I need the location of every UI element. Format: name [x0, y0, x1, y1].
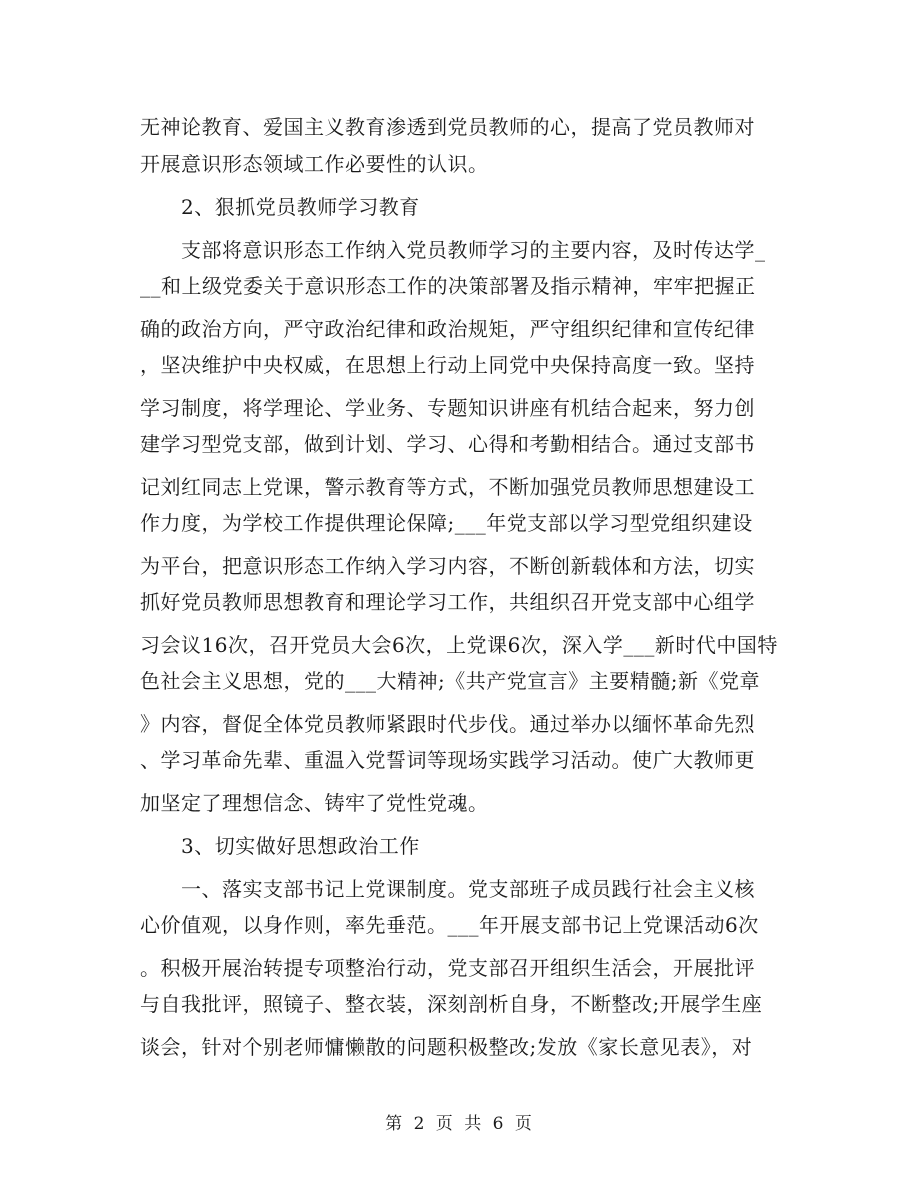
text-line: 记刘红同志上党课，警示教育等方式，不断加强党员教师思想建设工 — [140, 475, 755, 499]
section-heading: 3、切实做好思想政治工作 — [140, 834, 420, 858]
text-line: 习会议16次，召开党员大会6次，上党课6次，深入学___新时代中国特 — [140, 633, 778, 657]
text-line: 抓好党员教师思想教育和理论学习工作，共组织召开党支部中心组学 — [140, 590, 755, 614]
section-heading: 2、狠抓党员教师学习教育 — [140, 195, 420, 219]
text-line: __和上级党委关于意识形态工作的决策部署及指示精神，牢牢把握正 — [140, 274, 756, 298]
text-line: 学习制度，将学理论、学业务、专题知识讲座有机结合起来，努力创 — [140, 396, 755, 420]
text-line: 一、落实支部书记上党课制度。党支部班子成员践行社会主义核 — [140, 877, 755, 901]
text-line: 支部将意识形态工作纳入党员教师学习的主要内容，及时传达学_ — [140, 238, 766, 262]
text-line: 心价值观，以身作则，率先垂范。___年开展支部书记上党课活动6次 — [140, 913, 759, 937]
text-line: 。积极开展治转提专项整治行动，党支部召开组织生活会，开展批评 — [140, 956, 755, 980]
text-line: 建学习型党支部，做到计划、学习、心得和考勤相结合。通过支部书 — [140, 432, 755, 456]
page-number-footer: 第 2 页 共 6 页 — [385, 1114, 535, 1134]
text-line: 与自我批评，照镜子、整衣装，深刻剖析自身，不断整改;开展学生座 — [140, 992, 763, 1016]
text-line: 开展意识形态领域工作必要性的认识。 — [140, 152, 489, 176]
text-line: 色社会主义思想，党的___大精神;《共产党宣言》主要精髓;新《党章 — [140, 669, 760, 693]
text-line: ，坚决维护中央权威，在思想上行动上同党中央保持高度一致。坚持 — [140, 353, 755, 377]
text-line: 加坚定了理想信念、铸牢了党性党魂。 — [140, 791, 489, 815]
text-line: 为平台，把意识形态工作纳入学习内容，不断创新载体和方法，切实 — [140, 554, 755, 578]
text-line: 》内容，督促全体党员教师紧跟时代步伐。通过举办以缅怀革命先烈 — [140, 712, 755, 736]
text-line: 作力度，为学校工作提供理论保障;___年党支部以学习型党组织建设 — [140, 511, 753, 535]
text-line: 确的政治方向，严守政治纪律和政治规矩，严守组织纪律和宣传纪律 — [140, 317, 755, 341]
text-line: 、学习革命先辈、重温入党誓词等现场实践学习活动。使广大教师更 — [140, 748, 755, 772]
text-line: 无神论教育、爱国主义教育渗透到党员教师的心，提高了党员教师对 — [140, 115, 755, 139]
text-line: 谈会，针对个别老师慵懒散的问题积极整改;发放《家长意见表》，对 — [140, 1035, 753, 1059]
